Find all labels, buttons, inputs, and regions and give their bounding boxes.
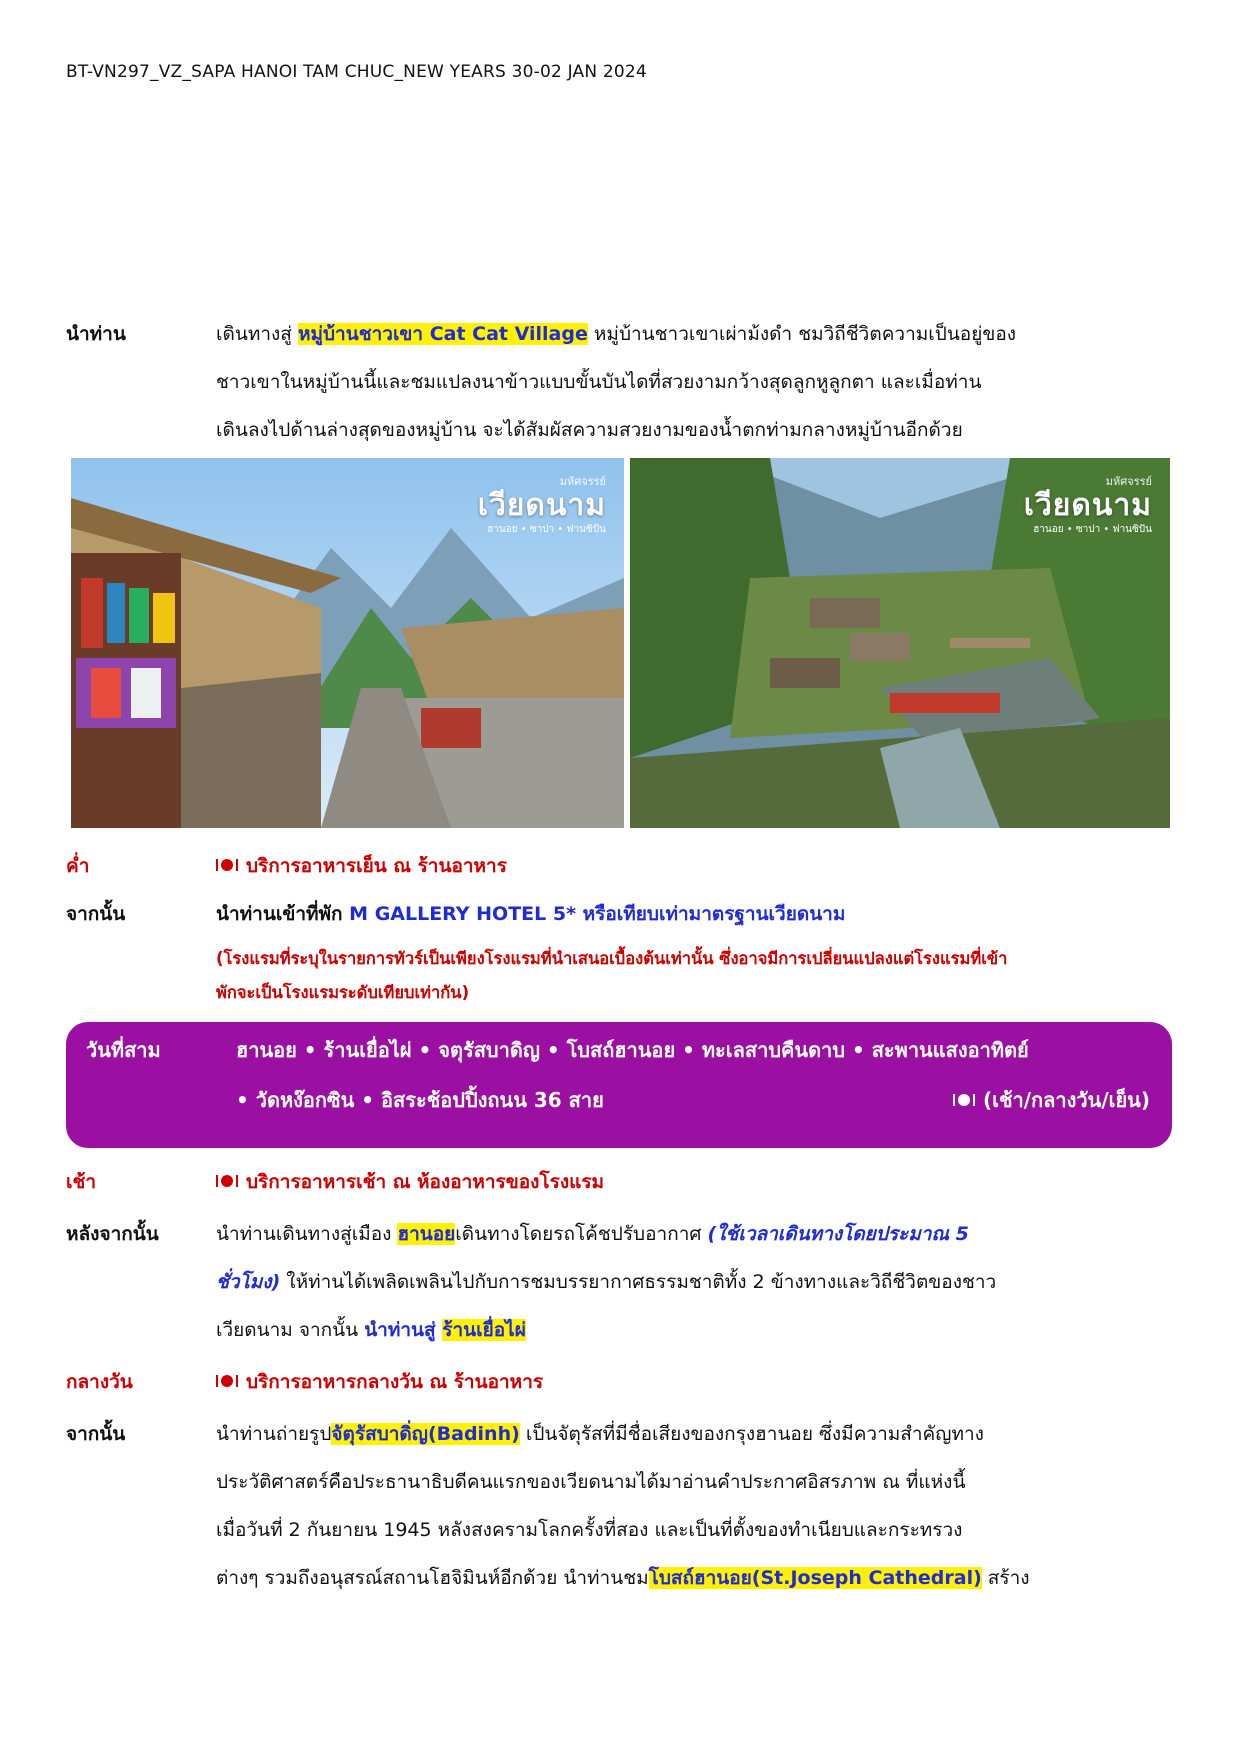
market-street-photo	[71, 458, 624, 828]
text-fragment: นำท่านเดินทางสู่เมือง	[216, 1223, 398, 1245]
row-label: นำท่าน	[66, 323, 126, 345]
watermark-title: เวียดนาม	[477, 488, 606, 523]
row-text	[216, 842, 1178, 890]
text-line: เดินลงไปด้านล่างสุดของหมู่บ้าน จะได้สัมผัสความสวยงามของน้ำตกท่ามกลางหมู่บ้านอีกด้วย	[216, 419, 963, 441]
hotel-name: M GALLERY HOTEL 5* หรือเทียบเท่ามาตรฐานเวียดนาม	[349, 903, 846, 925]
row-text	[216, 890, 1178, 938]
text-line: ประวัติศาสตร์คือประธานาธิบดีคนแรกของเวียดนามได้มาอ่านคำประกาศอิสรภาพ ณ ที่แห่งนี้	[216, 1471, 966, 1493]
text-fragment: เป็นจัตุรัสที่มีชื่อเสียงของกรุงฮานอย ซึ่งมีความสำคัญทาง	[519, 1423, 984, 1445]
itinerary-line: ฮานอย • ร้านเยื่อไผ่ • จตุรัสบาดิญ • โบสถ์ฮานอย • ทะเลสาบคืนดาบ • สะพานแสงอาทิตย์	[236, 1038, 1029, 1062]
text-fragment: สร้าง	[981, 1567, 1030, 1589]
meal-text: บริการอาหารกลางวัน ณ ร้านอาหาร	[246, 1371, 544, 1393]
row-label: จากนั้น	[66, 1423, 126, 1445]
row-label: เช้า	[66, 1171, 97, 1193]
text-fragment: นำท่านถ่ายรูป	[216, 1423, 332, 1445]
meal-text: บริการอาหารเช้า ณ ห้องอาหารของโรงแรม	[246, 1171, 605, 1193]
meals-text: (เช้า/กลางวัน/เย็น)	[982, 1088, 1150, 1112]
watermark-title: เวียดนาม	[1023, 488, 1152, 523]
text-line: ชาวเขาในหมู่บ้านนี้และชมแปลงนาข้าวแบบขั้นบันไดที่สวยงามกว้างสุดลูกหูลูกตา และเมื่อท่าน	[216, 371, 982, 393]
itinerary-line: • วัดหง๊อกซิน • อิสระช้อปปิ้งถนน 36 สาย	[236, 1088, 604, 1112]
row-text	[216, 1210, 1178, 1354]
hanoi-highlight: ฮานอย	[397, 1223, 456, 1245]
text-fragment: ต่างๆ รวมถึงอนุสรณ์สถานโฮจิมินห์อีกด้วย นำท่านชม	[216, 1567, 649, 1589]
row-text	[216, 1358, 1178, 1406]
cathedral-highlight: โบสถ์ฮานอย(St.Joseph Cathedral)	[648, 1567, 982, 1589]
document-code: BT-VN297_VZ_SAPA HANOI TAM CHUC_NEW YEARS 30-02 JAN 2024	[66, 62, 647, 82]
meal-icon	[953, 1092, 975, 1108]
watermark	[1024, 472, 1152, 537]
meal-text: บริการอาหารเย็น ณ ร้านอาหาร	[246, 855, 507, 877]
row-text	[216, 310, 1178, 454]
row-label: จากนั้น	[66, 903, 126, 925]
row-text	[216, 1158, 1178, 1206]
village-waterfall-photo	[630, 458, 1170, 828]
hotel-note	[216, 942, 1176, 1010]
watermark-tag: มหัศจรรย์	[1105, 475, 1152, 488]
text-fragment: นำท่านเข้าที่พัก	[216, 903, 350, 925]
watermark-tag: มหัศจรรย์	[559, 475, 606, 488]
square-highlight: จัตุรัสบาดิ่ญ(Badinh)	[331, 1423, 520, 1445]
row-text	[216, 1410, 1178, 1602]
duration-note: ชั่วโมง)	[216, 1271, 281, 1293]
shop-highlight: ร้านเยื่อไผ่	[442, 1319, 526, 1341]
text-fragment: ให้ท่านได้เพลิดเพลินไปกับการชมบรรยากาศธรรมชาติทั้ง 2 ข้างทางและวิถีชีวิตของชาว	[280, 1271, 997, 1293]
duration-note: (ใช้เวลาเดินทางโดยประมาณ 5	[707, 1223, 969, 1245]
note-line: พักจะเป็นโรงแรมระดับเทียบเท่ากัน)	[216, 983, 470, 1002]
row-label: กลางวัน	[66, 1371, 133, 1393]
watermark-sub: ฮานอย • ซาปา • ฟานซิปัน	[1033, 524, 1152, 535]
row-label: ค่ำ	[66, 855, 90, 877]
watermark	[478, 472, 606, 537]
watermark-sub: ฮานอย • ซาปา • ฟานซิปัน	[487, 524, 606, 535]
text-fragment: หมู่บ้านชาวเขาเผ่าม้งดำ ชมวิถีชีวิตความเป็นอยู่ของ	[587, 323, 1017, 345]
meal-icon	[216, 1373, 238, 1389]
note-line: (โรงแรมที่ระบุในรายการทัวร์เป็นเพียงโรงแรมที่นำเสนอเบื้องต้นเท่านั้น ซึ่งอาจมีการเปลี่ยนแปลงแต่โรงแรมที่เข้า	[216, 949, 1008, 968]
text-fragment: เดินทางสู่	[216, 323, 298, 345]
text-fragment: เดินทางโดยรถโค้ชปรับอากาศ	[455, 1223, 708, 1245]
meal-icon	[216, 857, 238, 873]
cat-cat-highlight: หมู่บ้านชาวเขา Cat Cat Village	[297, 323, 588, 345]
row-label: หลังจากนั้น	[66, 1223, 159, 1245]
meal-icon	[216, 1173, 238, 1189]
text-fragment: เวียดนาม จากนั้น	[216, 1319, 365, 1341]
meals-summary	[953, 1084, 1150, 1116]
day-three-banner	[66, 1022, 1172, 1148]
text-fragment: นำท่านสู่	[364, 1319, 443, 1341]
day-label: วันที่สาม	[86, 1038, 161, 1062]
text-line: เมื่อวันที่ 2 กันยายน 1945 หลังสงครามโลกครั้งที่สอง และเป็นที่ตั้งของทำเนียบและกระทรวง	[216, 1519, 963, 1541]
